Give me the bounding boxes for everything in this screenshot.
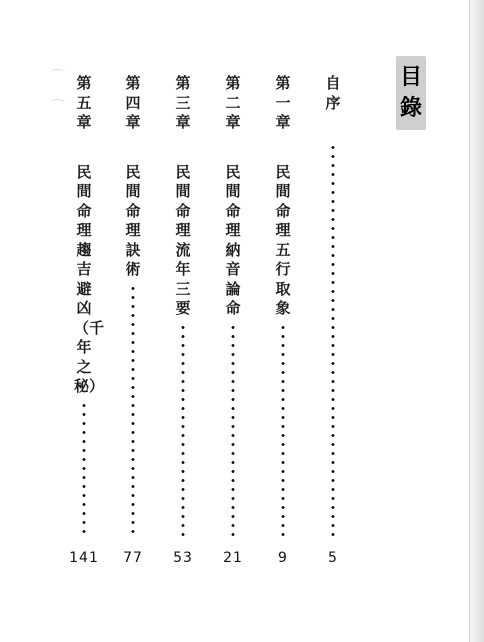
chapter-label: 第三章 — [175, 74, 191, 131]
page-edge — [470, 0, 484, 642]
entry-title: 自序 — [325, 74, 341, 112]
toc-entry-chapter-4[interactable] — [123, 74, 143, 536]
page-number: 5 — [328, 550, 338, 566]
chapter-label: 第二章 — [225, 74, 241, 131]
dot-leader — [231, 323, 235, 537]
dot-leader — [131, 284, 135, 537]
toc-heading — [396, 56, 426, 130]
page-number: 77 — [123, 550, 143, 566]
toc-entry-chapter-2[interactable] — [223, 74, 243, 536]
dot-leader — [281, 323, 285, 537]
entry-title: 民間命理五行取象 — [275, 162, 291, 317]
page-number: 21 — [223, 550, 243, 566]
toc-entry-chapter-3[interactable] — [173, 74, 193, 536]
bleed-through-mark: ⌒ — [50, 98, 66, 116]
chapter-label: 第五章 — [76, 74, 92, 131]
heading-char: 錄 — [399, 96, 422, 121]
dot-leader — [181, 323, 185, 537]
entry-title: 民間命理流年三要 — [175, 162, 191, 317]
chapter-label: 第四章 — [125, 74, 141, 131]
toc-entry-chapter-1[interactable] — [273, 74, 293, 536]
entry-title: 民間命理納音論命 — [225, 162, 241, 317]
page-number: 9 — [278, 550, 288, 566]
page-number: 53 — [173, 550, 193, 566]
dot-leader — [331, 143, 335, 536]
page-number: 141 — [69, 550, 99, 566]
toc-entry-chapter-5[interactable] — [74, 74, 105, 536]
entry-title: 民間命理訣術 — [125, 162, 141, 278]
chapter-label: 第一章 — [275, 74, 291, 131]
heading-char: 目 — [399, 65, 422, 90]
entry-title: 民間命理趨吉避凶（千年之秘） — [74, 162, 105, 395]
dot-leader — [82, 401, 86, 537]
toc-entry-preface[interactable] — [323, 74, 343, 536]
bleed-through-mark: ⌒ — [50, 68, 66, 86]
